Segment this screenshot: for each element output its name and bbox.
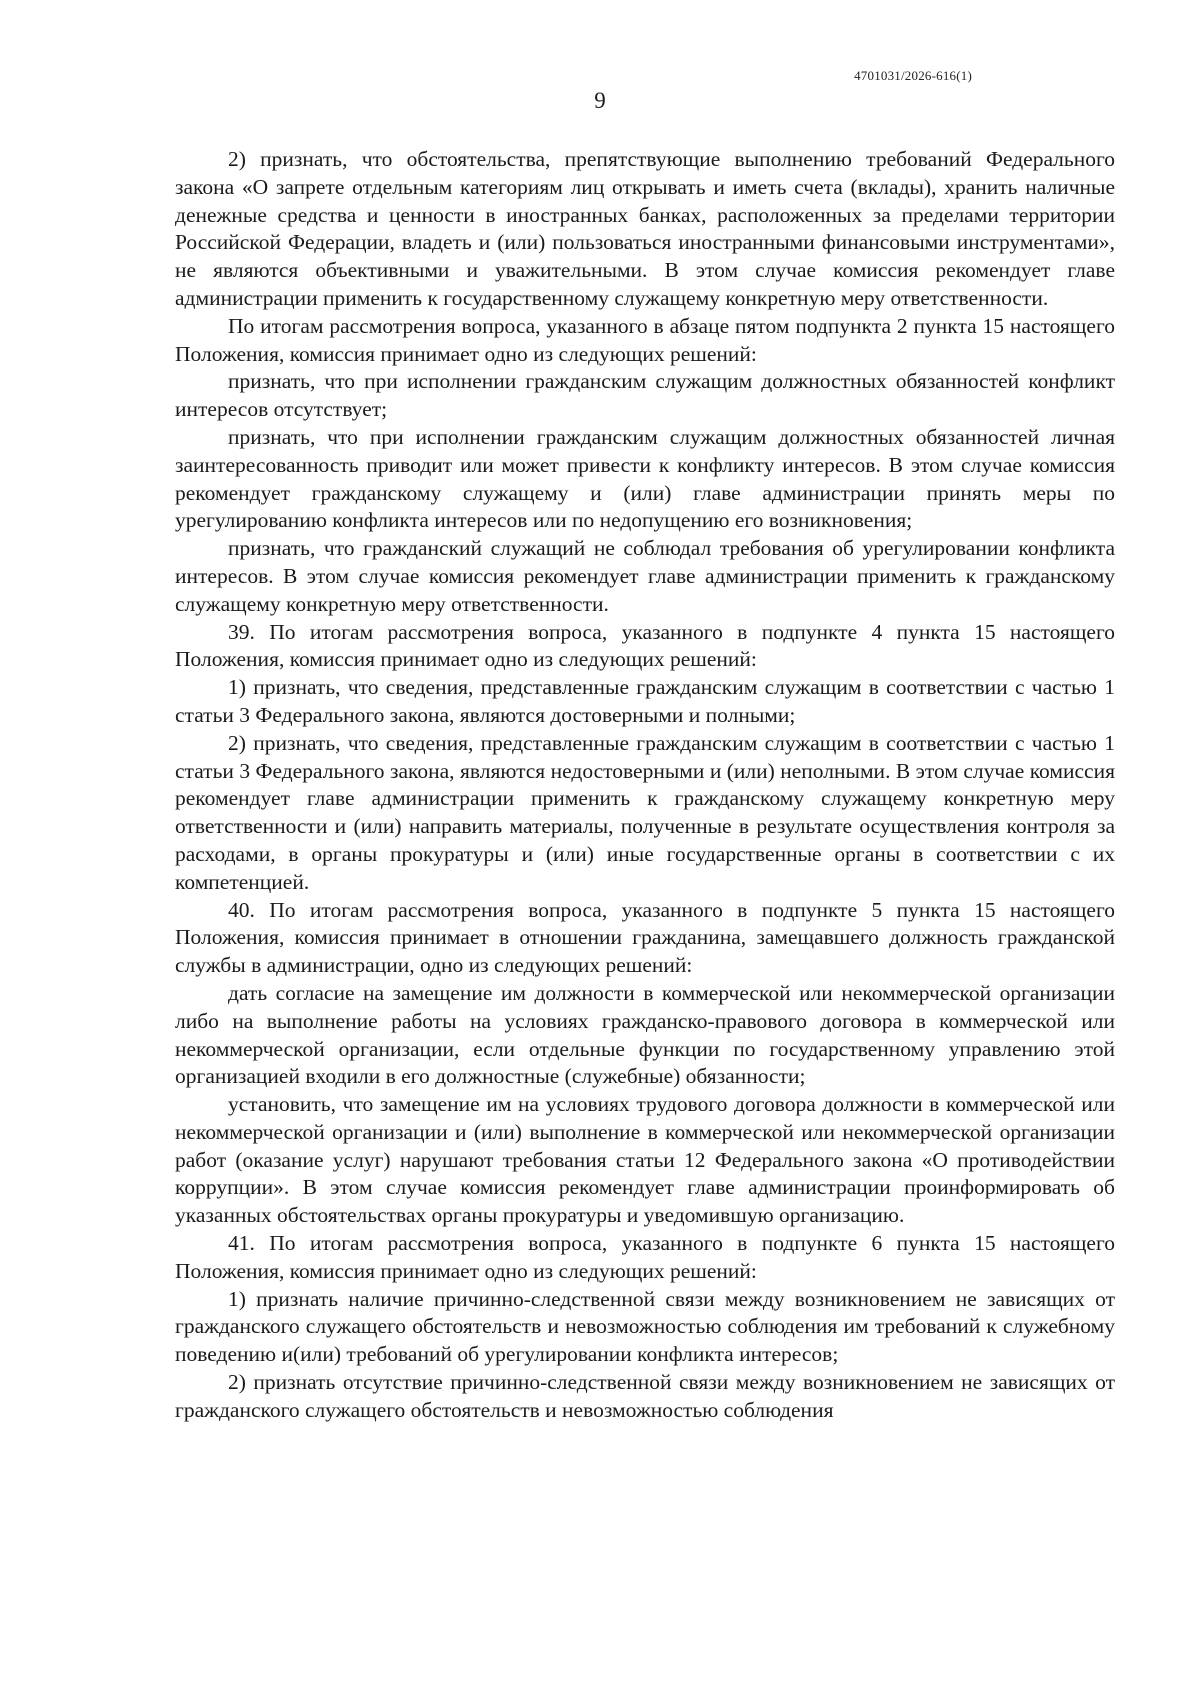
paragraph: 2) признать отсутствие причинно-следственной связи между возникновением не зависящих от гражданского служащего обстоятельств и невозможностью соблюдения (175, 1370, 1115, 1422)
paragraph: По итогам рассмотрения вопроса, указанного в абзаце пятом подпункта 2 пункта 15 настоящего Положения, комиссия принимает одно из следующих решений: (175, 313, 1115, 366)
paragraph: 1) признать, что сведения, представленные гражданским служащим в соответствии с частью 1 статьи 3 Федерального закона, являются достоверными и полными; (175, 675, 1115, 727)
paragraph: 41. По итогам рассмотрения вопроса, указанного в подпункте 6 пункта 15 настоящего Положения, комиссия принимает одно из следующих решений: (175, 1231, 1115, 1283)
document-body (175, 146, 1115, 1425)
paragraph: 2) признать, что сведения, представленные гражданским служащим в соответствии с частью 1 статьи 3 Федерального закона, являются недостоверными и (или) неполными. В этом случае комиссия рекомендует главе администрации применить к гражданскому служащему конкретную меру ответственности и (или) направить материалы, полученные в результате осуществления контроля за расходами, в органы прокуратуры и (или) иные государственные органы в соответствии с их компетенцией. (175, 730, 1115, 894)
paragraph: 40. По итогам рассмотрения вопроса, указанного в подпункте 5 пункта 15 настоящего Положения, комиссия принимает в отношении гражданина, замещавшего должность гражданской службы в администрации, одно из следующих решений: (175, 897, 1115, 978)
document-registration-number: 4701031/2026-616(1) (854, 68, 972, 83)
paragraph: дать согласие на замещение им должности в коммерческой или некоммерческой организации либо на выполнение работы на условиях гражданско-правового договора в коммерческой или некоммерческой организации, если отдельные функции по государственному управлению этой организацией входили в его должностные (служебные) обязанности; (175, 980, 1115, 1089)
page-number: 9 (594, 88, 606, 113)
paragraph: 1) признать наличие причинно-следственной связи между возникновением не зависящих от гражданского служащего обстоятельств и невозможностью соблюдения им требований к служебному поведению и(или) требований об урегулировании конфликта интересов; (175, 1286, 1115, 1367)
paragraph: признать, что при исполнении гражданским служащим должностных обязанностей личная заинтересованность приводит или может привести к конфликту интересов. В этом случае комиссия рекомендует гражданскому служащему и (или) главе администрации принять меры по урегулированию конфликта интересов или по недопущению его возникновения; (175, 424, 1115, 533)
paragraph: установить, что замещение им на условиях трудового договора должности в коммерческой или некоммерческой организации и (или) выполнение в коммерческой или некоммерческой организации работ (оказание услуг) нарушают требования статьи 12 Федерального закона «О противодействии коррупции». В этом случае комиссия рекомендует главе администрации проинформировать об указанных обстоятельствах органы прокуратуры и уведомившую организацию. (175, 1092, 1115, 1228)
paragraph: 39. По итогам рассмотрения вопроса, указанного в подпункте 4 пункта 15 настоящего Положения, комиссия принимает одно из следующих решений: (175, 619, 1115, 672)
paragraph: признать, что при исполнении гражданским служащим должностных обязанностей конфликт интересов отсутствует; (175, 369, 1115, 422)
paragraph: 2) признать, что обстоятельства, препятствующие выполнению требований Федерального закона «О запрете отдельным категориям лиц открывать и иметь счета (вклады), хранить наличные денежные средства и ценности в иностранных банках, расположенных за пределами территории Российской Федерации, владеть и (или) пользоваться иностранными финансовыми инструментами», не являются объективными и уважительными. В этом случае комиссия рекомендует главе администрации применить к государственному служащему конкретную меру ответственности. (175, 147, 1115, 310)
paragraph: признать, что гражданский служащий не соблюдал требования об урегулировании конфликта интересов. В этом случае комиссия рекомендует главе администрации применить к гражданскому служащему конкретную меру ответственности. (175, 536, 1115, 616)
